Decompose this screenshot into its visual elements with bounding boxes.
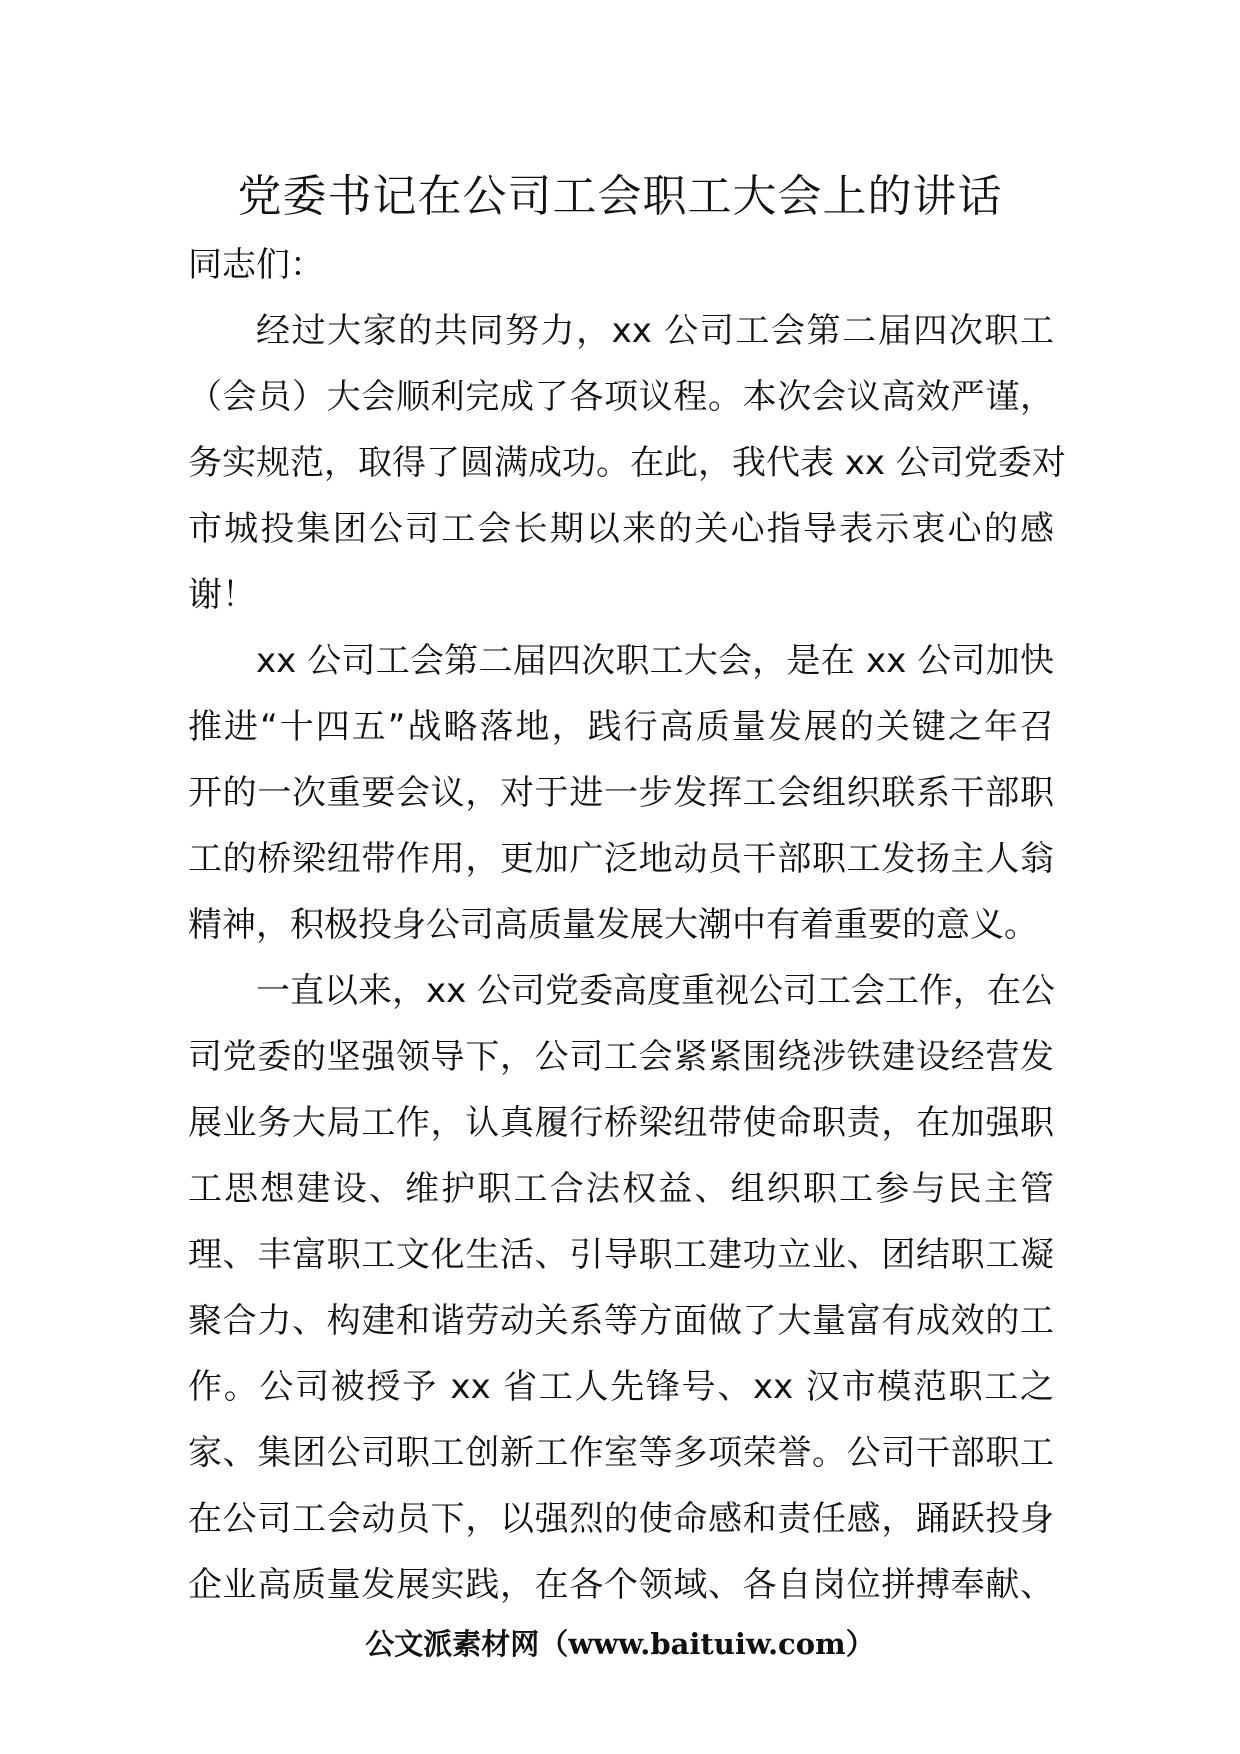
paragraph-line: 市城投集团公司工会长期以来的关心指导表示衷心的感 [188,509,1054,549]
paragraph-line: 展业务大局工作，认真履行桥梁纽带使命职责，在加强职 [188,1103,1054,1143]
paragraph-line: 务实规范，取得了圆满成功。在此，我代表 xx 公司党委对 [188,443,1066,483]
paragraph-line: 家、集团公司职工创新工作室等多项荣誉。公司干部职工 [188,1433,1054,1473]
paragraph-line: 开的一次重要会议，对于进一步发挥工会组织联系干部职 [188,773,1054,813]
paragraph-line: 一直以来，xx 公司党委高度重视公司工会工作，在公 [256,971,1056,1011]
paragraph-3 [188,958,1054,1618]
document-body [188,232,1066,1618]
footer-watermark: 公文派素材网（www.baituiw.com） [365,1627,875,1661]
paragraph-line: 谢！ [188,575,256,615]
paragraph-1 [188,298,1066,628]
paragraph-line: xx 公司工会第二届四次职工大会，是在 xx 公司加快 [256,641,1054,681]
paragraph-line: 在公司工会动员下，以强烈的使命感和责任感，踊跃投身 [188,1499,1054,1539]
paragraph-line: 聚合力、构建和谐劳动关系等方面做了大量富有成效的工 [188,1301,1054,1341]
paragraph-line: 经过大家的共同努力，xx 公司工会第二届四次职工 [256,311,1054,351]
paragraph-line: 精神，积极投身公司高质量发展大潮中有着重要的意义。 [188,905,1038,945]
paragraph-line: （会员）大会顺利完成了各项议程。本次会议高效严谨， [188,377,1054,417]
paragraph-line: 企业高质量发展实践，在各个领域、各自岗位拼搏奉献、 [188,1565,1054,1605]
document-title: 党委书记在公司工会职工大会上的讲话 [237,171,1003,222]
salutation: 同志们： [188,245,324,285]
paragraph-line: 司党委的坚强领导下，公司工会紧紧围绕涉铁建设经营发 [188,1037,1054,1077]
paragraph-line: 理、丰富职工文化生活、引导职工建功立业、团结职工凝 [188,1235,1054,1275]
paragraph-2 [188,628,1054,958]
paragraph-line: 推进“十四五”战略落地，践行高质量发展的关键之年召 [188,707,1054,747]
paragraph-line: 工的桥梁纽带作用，更加广泛地动员干部职工发扬主人翁 [188,839,1054,879]
paragraph-line: 作。公司被授予 xx 省工人先锋号、xx 汉市模范职工之 [188,1367,1054,1407]
paragraph-line: 工思想建设、维护职工合法权益、组织职工参与民主管 [188,1169,1054,1209]
